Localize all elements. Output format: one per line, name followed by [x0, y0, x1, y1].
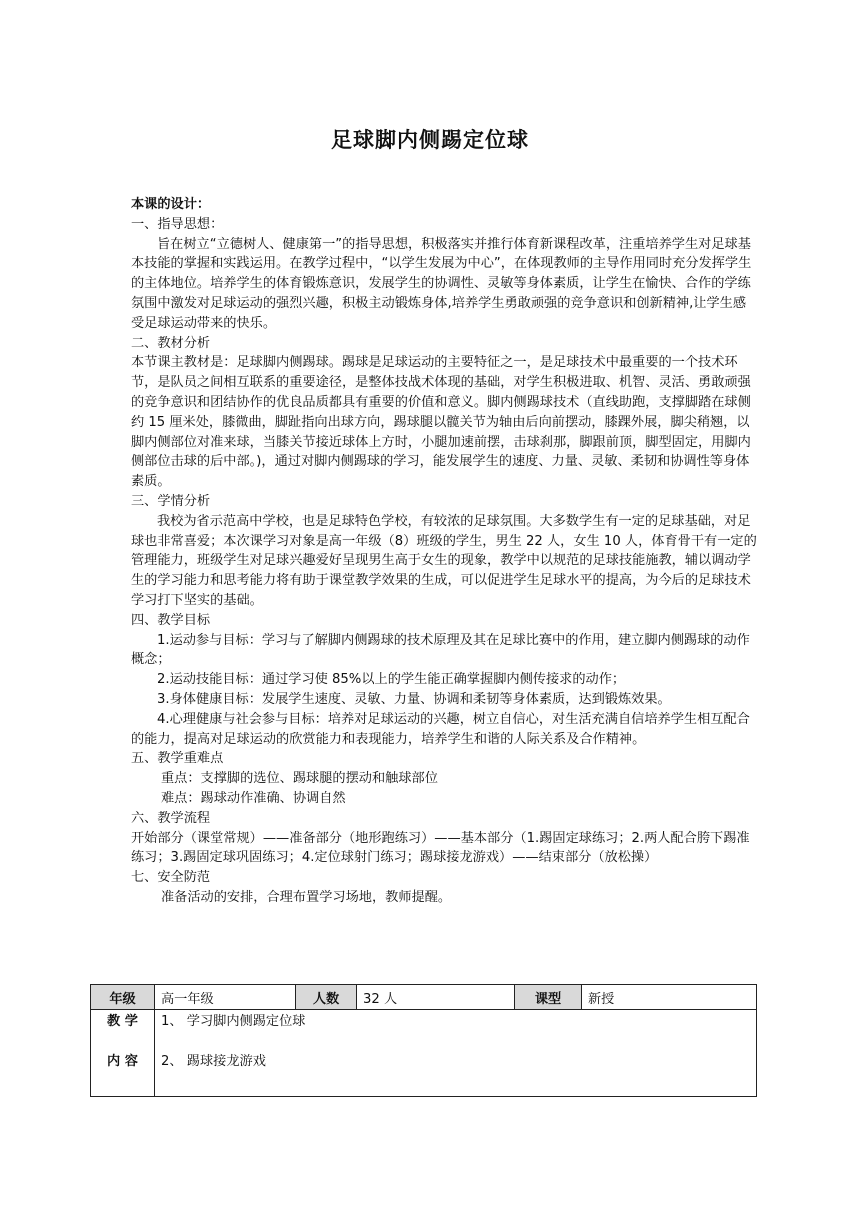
- section-heading-7: 七、安全防范: [131, 870, 211, 886]
- key-point: 重点：支撑脚的选位、踢球腿的摆动和触球部位: [161, 771, 438, 787]
- section-paragraph: 开始部分（课堂常规）——准备部分（地形跑练习）——基本部分（1.踢固定球练习；2.两人配合胯下踢准练习；3.踢固定球巩固练习；4.定位球射门练习；踢球接龙游戏）——结束部分（放松操）: [131, 830, 750, 866]
- section-paragraph: 我校为省示范高中学校，也是足球特色学校，有较浓的足球氛围。大多数学生有一定的足球基础，对足球也非常喜爱；本次课学习对象是高一年级（8）班级的学生，男生 22 人，女生 10 人，体育骨干有一定的管理能力，班级学生对足球兴趣爱好呈现男生高于女生的现象，教学中以规范的足球技能施教，辅以调动学生的学习能力和思考能力将有助于课堂教学效果的生成，可以促进学生足球水平的提高，为今后的足球技术学习打下坚实的基础。: [131, 513, 757, 608]
- type-value: 新授: [582, 985, 757, 1010]
- table-row: [91, 985, 757, 1010]
- lesson-info-table: [90, 984, 757, 1097]
- section-heading-1: 一、指导思想：: [131, 216, 224, 232]
- grade-label: 年级: [91, 985, 155, 1010]
- goal-item: 2.运动技能目标：通过学习使 85%以上的学生能正确掌握脚内侧传接求的动作；: [157, 672, 626, 688]
- design-heading: 本课的设计：: [131, 197, 211, 212]
- section-heading-4: 四、教学目标: [131, 612, 211, 628]
- section-paragraph: 旨在树立“立德树人、健康第一”的指导思想，积极落实并推行体育新课程改革，注重培养学生对足球基本技能的掌握和实践运用。在教学过程中，“以学生发展为中心”，在体现教师的主导作用同时充分发挥学生的主体地位。培养学生的体育锻炼意识，发展学生的协调性、灵敏等身体素质，让学生在愉快、合作的学练氛围中激发对足球运动的强烈兴趣，积极主动锻炼身体,培养学生勇敢顽强的竞争意识和创新精神,让学生感受足球运动带来的快乐。: [131, 236, 752, 331]
- content-value: [155, 1010, 757, 1097]
- content-label-line-2: 内 容: [107, 1054, 138, 1069]
- type-label: 课型: [515, 985, 582, 1010]
- section-paragraph: 准备活动的安排，合理布置学习场地，教师提醒。: [161, 889, 452, 905]
- goal-item: 3.身体健康目标：发展学生速度、灵敏、力量、协调和柔韧等身体素质，达到锻炼效果。: [157, 691, 671, 707]
- section-paragraph: 本节课主教材是：足球脚内侧踢球。踢球是足球运动的主要特征之一，是足球技术中最重要的一个技术环节，是队员之间相互联系的重要途径，是整体技战术体现的基础，对学生积极进取、机智、灵活、勇敢顽强的竞争意识和团结协作的优良品质都具有重要的价值和意义。脚内侧踢球技术（直线助跑，支撑脚踏在球侧约 15 厘米处，膝微曲，脚趾指向出球方向，踢球腿以髋关节为轴由后向前摆动，膝踝外展，脚尖稍翘，以脚内侧部位对准来球，当膝关节接近球体上方时，小腿加速前摆，击球刹那，脚跟前顶，脚型固定，用脚内侧部位击球的后中部。)，通过对脚内侧踢球的学习，能发展学生的速度、力量、灵敏、柔韧和协调性等身体素质。: [131, 355, 751, 490]
- content-label-line-1: 教 学: [107, 1014, 138, 1029]
- goal-item: 4.心理健康与社会参与目标：培养对足球运动的兴趣，树立自信心，对生活充满自信培养学生相互配合的能力，提高对足球运动的欣赏能力和表现能力，培养学生和谐的人际关系及合作精神。: [131, 711, 750, 747]
- content-label: [91, 1010, 155, 1097]
- section-heading-2: 二、教材分析: [131, 335, 211, 351]
- grade-value: 高一年级: [155, 985, 296, 1010]
- goal-item: 1.运动参与目标：学习与了解脚内侧踢球的技术原理及其在足球比赛中的作用，建立脚内侧踢球的动作概念；: [131, 632, 750, 668]
- document-body: [131, 195, 758, 908]
- count-label: 人数: [296, 985, 357, 1010]
- section-heading-3: 三、学情分析: [131, 493, 211, 509]
- table-row: [91, 1010, 757, 1097]
- section-heading-6: 六、教学流程: [131, 810, 211, 826]
- content-item-2: 2、 踢球接龙游戏: [161, 1054, 266, 1069]
- document-title: 足球脚内侧踢定位球: [331, 128, 529, 152]
- difficult-point: 难点：踢球动作准确、协调自然: [161, 790, 346, 806]
- content-item-1: 1、 学习脚内侧踢定位球: [161, 1014, 306, 1029]
- section-heading-5: 五、教学重难点: [131, 751, 224, 767]
- count-value: 32 人: [357, 985, 515, 1010]
